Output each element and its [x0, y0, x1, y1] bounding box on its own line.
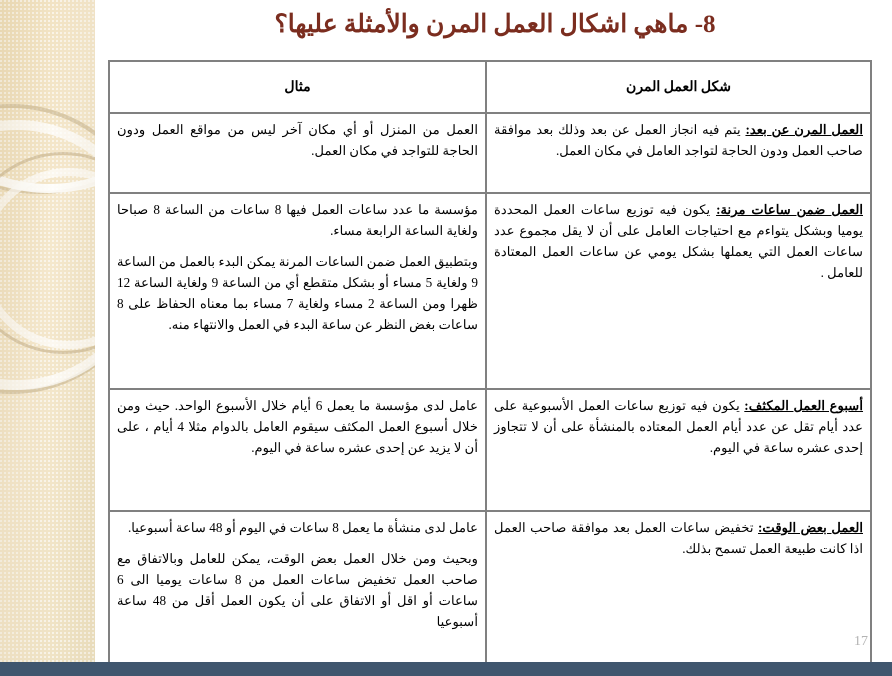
table-row: [109, 389, 871, 511]
cell-example-4: [109, 511, 486, 667]
column-header-form: شكل العمل المرن: [486, 61, 871, 113]
flexible-work-table-wrapper: [110, 60, 872, 668]
cell-form-3: [486, 389, 871, 511]
flexible-work-table: [108, 60, 872, 668]
decorative-band-shading: [0, 0, 95, 662]
cell-example-1: [109, 113, 486, 193]
cell-example-3: [109, 389, 486, 511]
table-row: [109, 113, 871, 193]
cell-form-4: [486, 511, 871, 667]
table-row: [109, 193, 871, 389]
example-paragraph: وبتطبيق العمل ضمن الساعات المرنة يمكن البدء بالعمل من الساعة 9 ولغاية 5 مساء أو بشكل متقطع أي من الساعة 9 ولغاية الساعة 12 ظهرا ومن الساعة 2 مساء ولغاية 7 مساء بما معناه الحفاظ على 8 ساعات بغض النظر عن ساعة البدء في العمل والانتهاء منه.: [117, 254, 479, 332]
form-term: أسبوع العمل المكثف:: [744, 398, 864, 413]
form-description: يتم فيه انجاز العمل عن بعد وذلك بعد موافقة صاحب العمل ودون الحاجة لتواجد العامل في مكان العمل.: [494, 122, 863, 158]
page-title: 8- ماهي اشكال العمل المرن والأمثلة عليها؟: [274, 11, 716, 38]
form-term: العمل المرن عن بعد:: [745, 122, 863, 137]
form-paragraph: [494, 395, 863, 458]
cell-form-1: [486, 113, 871, 193]
form-description: يكون فيه توزيع ساعات العمل الأسبوعية على عدد أيام تقل عن عدد أيام العمل المعتاده بالمنشأة على أن لا تتجاوز إحدى عشره ساعة في اليوم.: [494, 398, 863, 455]
form-term: العمل ضمن ساعات مرنة:: [716, 202, 863, 217]
form-paragraph: [494, 517, 863, 559]
form-description: يكون فيه توزيع ساعات العمل المحددة يوميا وبشكل يتواءم مع احتياجات العامل على أن لا يقل مجموع عدد ساعات العمل التي يعملها بشكل يومي عن ساعات العمل المعتادة للعامل .: [494, 202, 863, 280]
form-paragraph: [494, 119, 863, 161]
example-paragraph: العمل من المنزل أو أي مكان آخر ليس من مواقع العمل ودون الحاجة للتواجد في مكان العمل.: [117, 122, 478, 158]
decorative-left-band: [0, 0, 95, 662]
table-header-row: [109, 61, 871, 113]
page-number: 17: [854, 634, 868, 649]
example-paragraph: مؤسسة ما عدد ساعات العمل فيها 8 ساعات من الساعة 8 صباحا ولغاية الساعة الرابعة مساء.: [117, 202, 478, 238]
example-paragraph: وبحيث ومن خلال العمل بعض الوقت، يمكن للعامل وبالاتفاق مع صاحب العمل تخفيض ساعات العمل من 8 ساعات يوميا الى 6 ساعات أو اقل أو الاتفاق على أن يكون العمل أقل من 48 ساعة أسبوعيا: [117, 551, 479, 629]
table-row: [109, 511, 871, 667]
cell-example-2: [109, 193, 486, 389]
bottom-accent-bar: [0, 662, 892, 676]
form-description: تخفيض ساعات العمل بعد موافقة صاحب العمل اذا كانت طبيعة العمل تسمح بذلك.: [494, 520, 863, 556]
column-header-example: مثال: [109, 61, 486, 113]
form-paragraph: [494, 199, 863, 283]
example-paragraph: عامل لدى مؤسسة ما يعمل 6 أيام خلال الأسبوع الواحد. حيث ومن خلال أسبوع العمل المكثف سيقوم العامل بالدوام مثلا 4 أيام ، على أن لا يزيد عن إحدى عشره ساعة في اليوم.: [117, 398, 478, 455]
cell-form-2: [486, 193, 871, 389]
example-paragraph: عامل لدى منشأة ما يعمل 8 ساعات في اليوم أو 48 ساعة أسبوعيا.: [127, 520, 478, 535]
form-term: العمل بعض الوقت:: [758, 520, 863, 535]
